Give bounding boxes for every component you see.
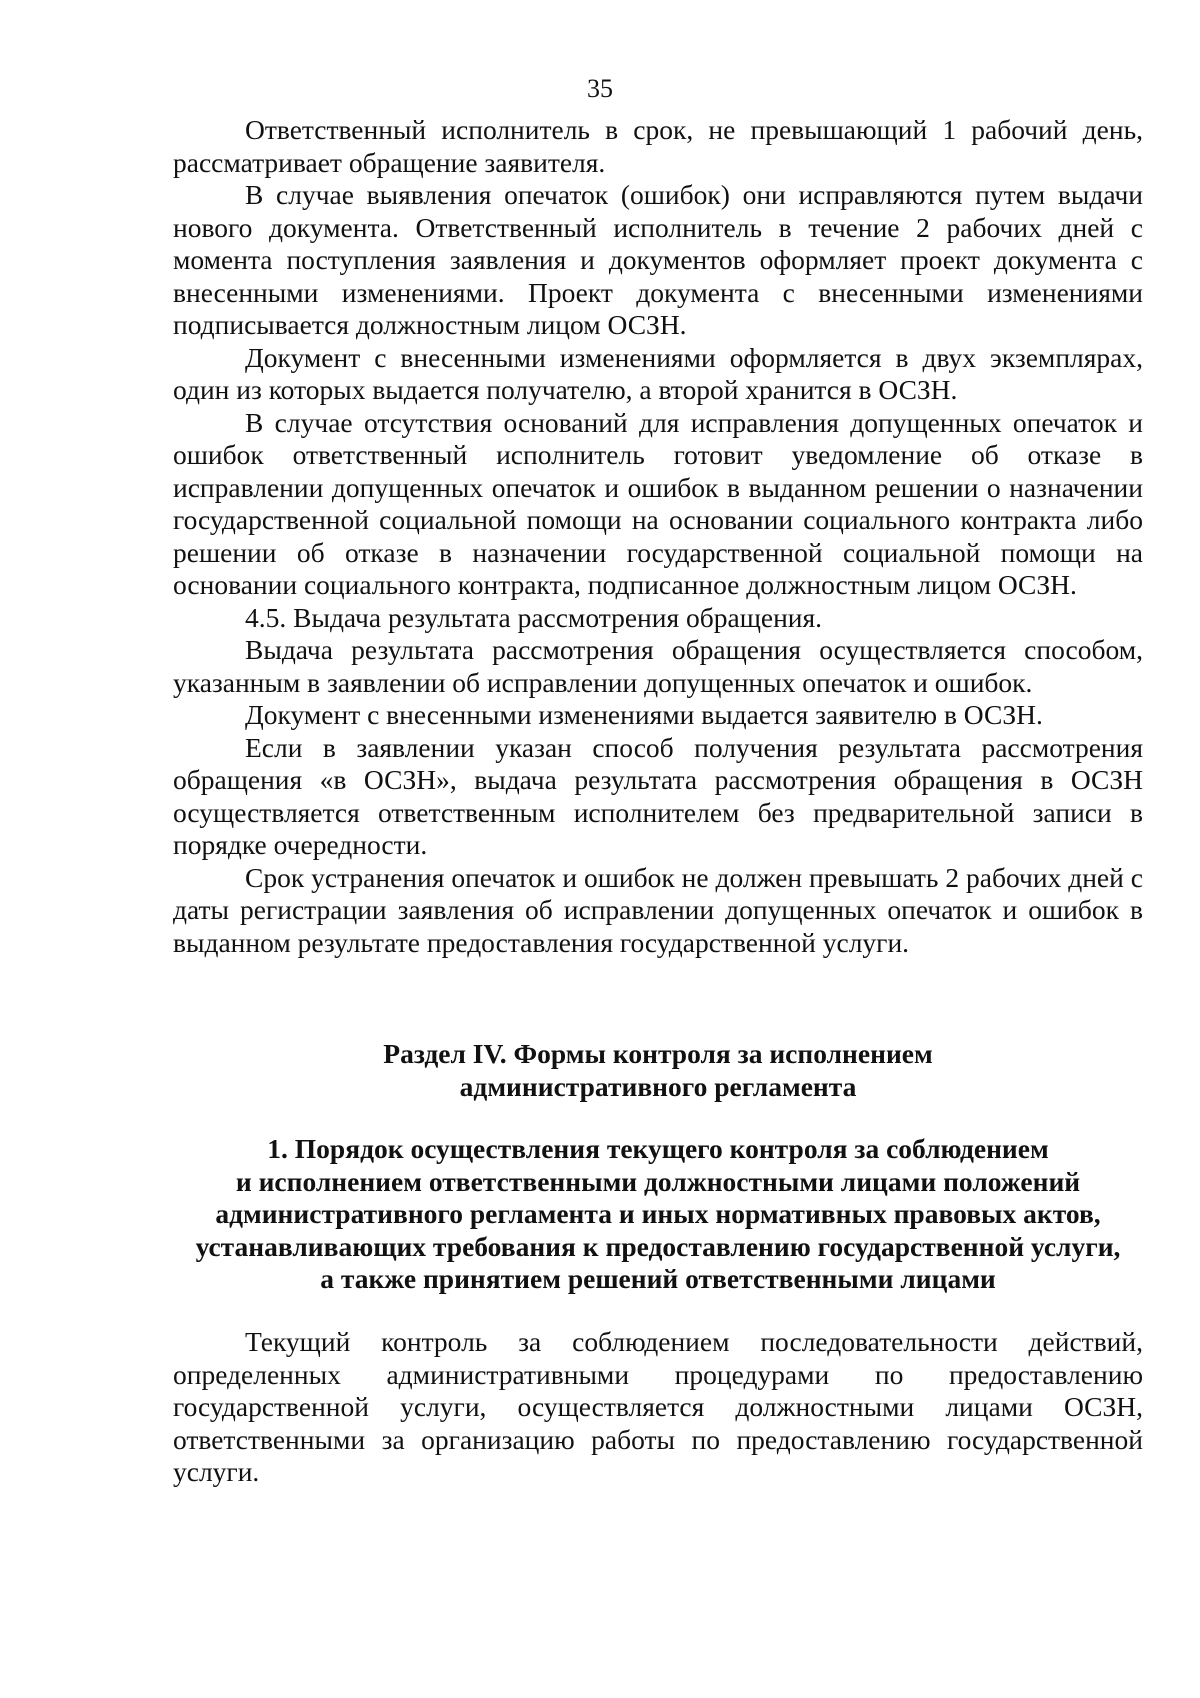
paragraph: В случае выявления опечаток (ошибок) они исправляются путем выдачи нового документа. Ответственный исполнитель в течение 2 рабочих дней с момента поступления заявления и документов оформляет проект документа с внесенными изменениями. Проект документа с внесенными изменениями подписывается должностным лицом ОСЗН. bbox=[173, 179, 1143, 340]
paragraph: Если в заявлении указан способ получения результата рассмотрения обращения «в ОСЗН», выдача результата рассмотрения обращения в ОСЗН осуществляется ответственным исполнителем без предварительной записи в порядке очередности. bbox=[173, 731, 1143, 860]
paragraph-item-4-5: 4.5. Выдача результата рассмотрения обращения. bbox=[245, 601, 823, 633]
subsection-heading-line: а также принятием решений ответственными лицами bbox=[320, 1263, 996, 1294]
section-heading bbox=[150, 1038, 1166, 1103]
paragraph: Ответственный исполнитель в срок, не превышающий 1 рабочий день, рассматривает обращение заявителя. bbox=[173, 114, 1143, 178]
subsection-heading-line: устанавливающих требования к предоставлению государственной услуги, bbox=[195, 1230, 1121, 1262]
paragraph: Документ с внесенными изменениями выдается заявителю в ОСЗН. bbox=[245, 699, 1043, 730]
section-heading-line: административного регламента bbox=[459, 1070, 857, 1102]
paragraph: Выдача результата рассмотрения обращения осуществляется способом, указанным в заявлении об исправлении допущенных опечаток и ошибок. bbox=[173, 634, 1143, 698]
body-text-bottom bbox=[173, 1326, 1143, 1489]
paragraph: Текущий контроль за соблюдением последовательности действий, определенных административными процедурами по предоставлению государственной услуги, осуществляется должностными лицами ОСЗН, ответственными за организацию работы по предоставлению государственной услуги. bbox=[173, 1326, 1143, 1487]
subsection-heading-line: и исполнением ответственными должностными лицами положений bbox=[235, 1165, 1081, 1197]
paragraph: Срок устранения опечаток и ошибок не должен превышать 2 рабочих дней с даты регистрации заявления об исправлении допущенных опечаток и ошибок в выданном результате предоставления государственной услуги. bbox=[173, 861, 1143, 958]
page-number: 35 bbox=[587, 74, 613, 103]
body-text-top bbox=[173, 114, 1143, 959]
paragraph: В случае отсутствия оснований для исправления допущенных опечаток и ошибок ответственный исполнитель готовит уведомление об отказе в исправлении допущенных опечаток и ошибок в выданном решении о назначении государственной социальной помощи на основании социального контракта либо решении об отказе в назначении государственной социальной помощи на основании социального контракта, подписанное должностным лицом ОСЗН. bbox=[173, 406, 1143, 600]
subsection-heading-line: 1. Порядок осуществления текущего контроля за соблюдением bbox=[267, 1133, 1049, 1164]
subsection-heading bbox=[150, 1133, 1166, 1296]
paragraph: Документ с внесенными изменениями оформляется в двух экземплярах, один из которых выдается получателю, а второй хранится в ОСЗН. bbox=[173, 341, 1143, 405]
section-heading-line: Раздел IV. Формы контроля за исполнением bbox=[383, 1038, 933, 1069]
subsection-heading-line: административного регламента и иных нормативных правовых актов, bbox=[215, 1198, 1101, 1229]
